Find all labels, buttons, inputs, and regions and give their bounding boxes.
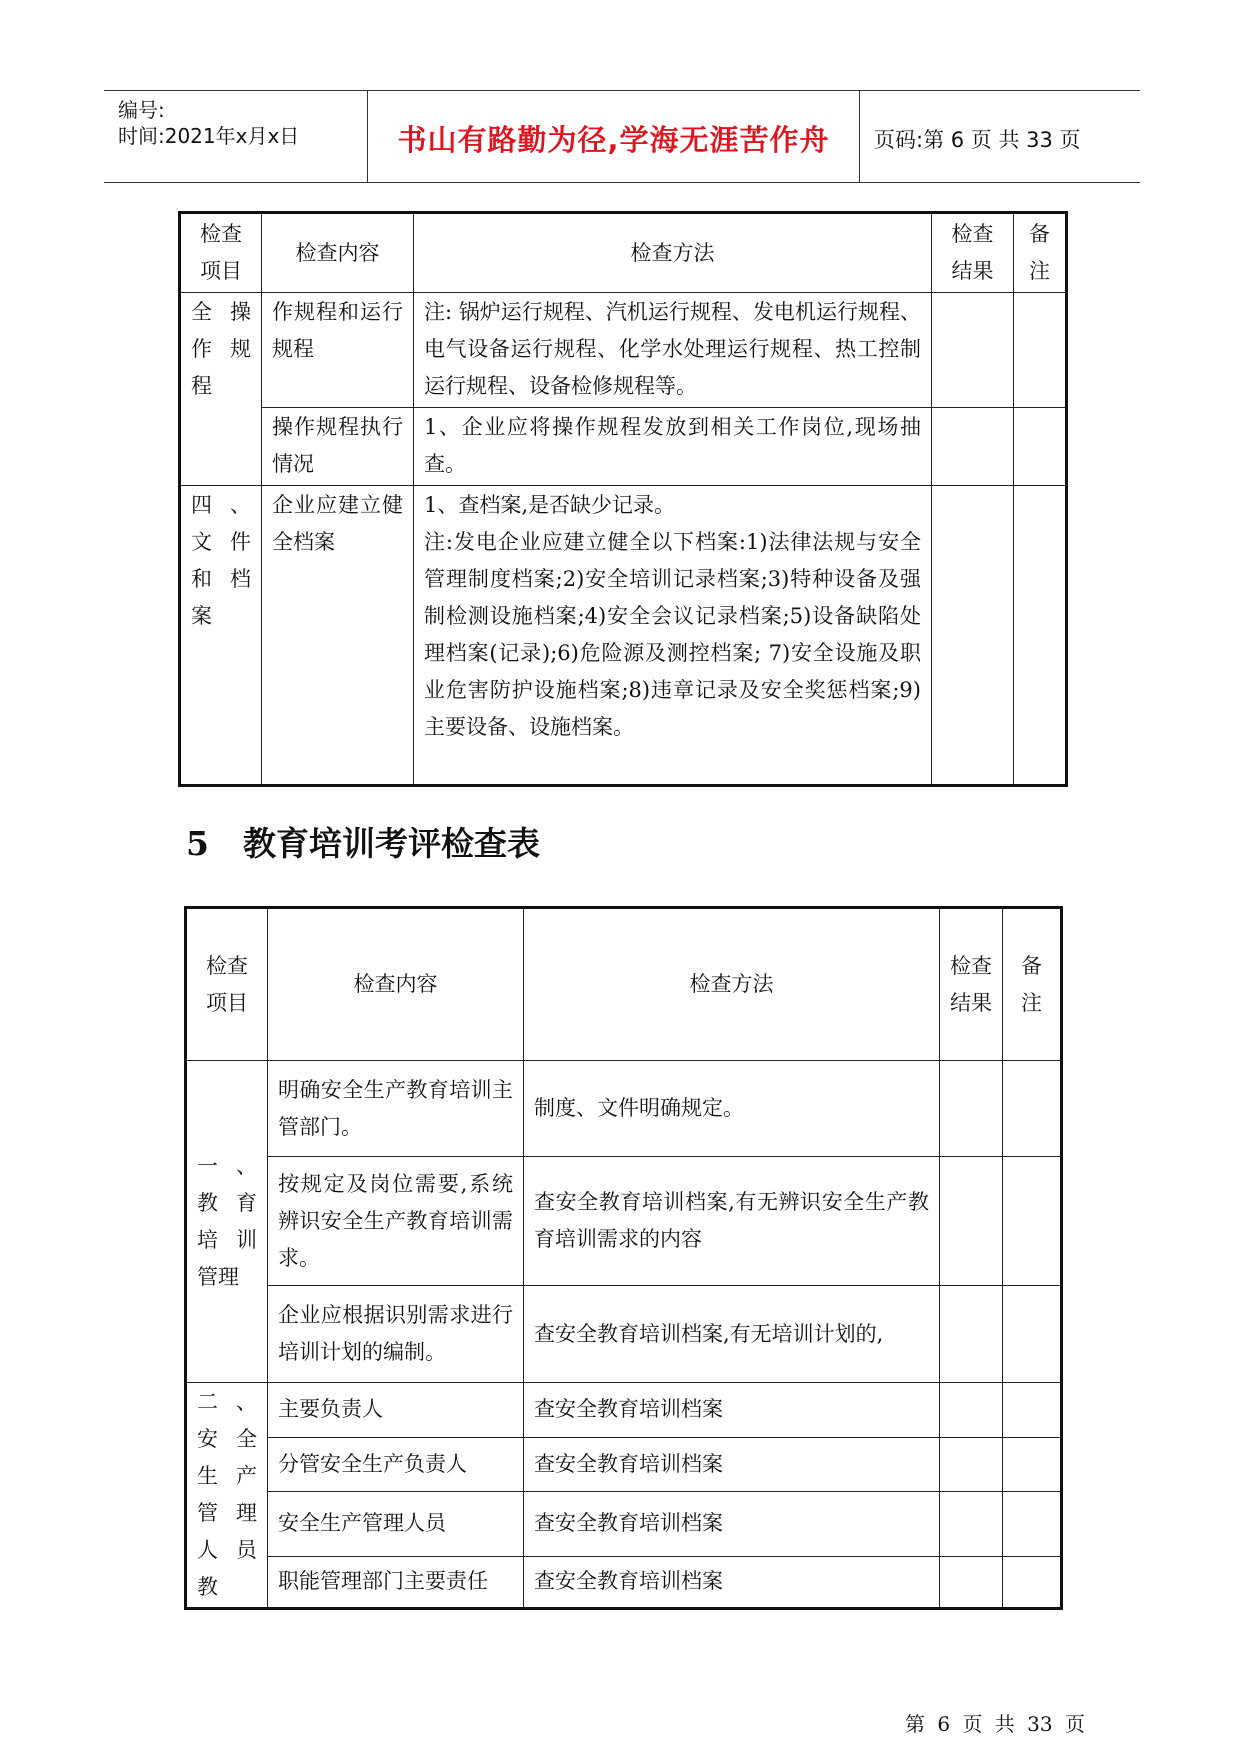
method-cell	[414, 486, 932, 786]
result-cell	[932, 408, 1014, 486]
table-row	[180, 293, 1067, 408]
header-note: 备注	[1014, 213, 1067, 293]
page-footer: 第 6 页 共 33 页	[905, 1712, 1085, 1736]
item-cell: 一、教育 培训 管理	[186, 1061, 268, 1383]
inspection-table-1	[178, 211, 1068, 787]
table-row	[186, 1492, 1062, 1557]
doc-number-label: 编号:	[118, 98, 165, 122]
result-cell	[940, 1061, 1003, 1157]
method-cell: 查安全教育培训档案	[524, 1556, 940, 1608]
page-header	[104, 90, 1140, 183]
content-cell: 职能管理部门主要责任	[268, 1556, 524, 1608]
result-cell	[940, 1157, 1003, 1286]
note-cell	[1003, 1556, 1062, 1608]
table-row	[186, 1437, 1062, 1492]
content-cell: 主要负责人	[268, 1383, 524, 1438]
method-cell: 查安全教育培训档案,有无辨识安全生产教育培训需求的内容	[524, 1157, 940, 1286]
content-cell: 安全生产管理人员	[268, 1492, 524, 1557]
method-cell: 制度、文件明确规定。	[524, 1061, 940, 1157]
table-row	[186, 1383, 1062, 1438]
method-line: 1、查档案,是否缺少记录。	[424, 493, 676, 517]
header-note: 备注	[1003, 908, 1062, 1061]
header-item: 检查项目	[186, 908, 268, 1061]
result-cell	[940, 1492, 1003, 1557]
header-item: 检查项目	[180, 213, 262, 293]
header-result: 检查结果	[940, 908, 1003, 1061]
table-header-row	[186, 908, 1062, 1061]
header-method: 检查方法	[524, 908, 940, 1061]
header-method: 检查方法	[414, 213, 932, 293]
header-meta	[104, 91, 368, 182]
table-row	[180, 408, 1067, 486]
note-cell	[1003, 1492, 1062, 1557]
header-result: 检查结果	[932, 213, 1014, 293]
content-cell: 企业应根据识别需求进行培训计划的编制。	[268, 1286, 524, 1383]
content-cell: 操作规程执行情况	[262, 408, 414, 486]
table-row	[186, 1157, 1062, 1286]
result-cell	[940, 1437, 1003, 1492]
result-cell	[940, 1286, 1003, 1383]
content-cell: 按规定及岗位需要,系统辨识安全生产教育培训需求。	[268, 1157, 524, 1286]
section-title	[186, 818, 540, 865]
method-cell: 查安全教育培训档案	[524, 1492, 940, 1557]
content-cell: 明确安全生产教育培训主管部门。	[268, 1061, 524, 1157]
method-line: 注:发电企业应建立健全以下档案:1)法律法规与安全管理制度档案;2)安全培训记录档案;3)特种设备及强制检测设施档案;4)安全会议记录档案;5)设备缺陷处理档案(记录);6)危险源及测控档案; 7)安全设施及职业危害防护设施档案;8)违章记录及安全奖惩档案;9)主要设备、设施档案。	[424, 530, 921, 739]
note-cell	[1014, 293, 1067, 408]
header-page-cell	[860, 91, 1140, 182]
note-cell	[1003, 1383, 1062, 1438]
note-cell	[1003, 1286, 1062, 1383]
content-cell: 企业应建立健全档案	[262, 486, 414, 786]
note-cell	[1003, 1061, 1062, 1157]
table-row	[186, 1286, 1062, 1383]
result-cell	[932, 293, 1014, 408]
note-cell	[1003, 1157, 1062, 1286]
table-row	[186, 1556, 1062, 1608]
content-cell: 分管安全生产负责人	[268, 1437, 524, 1492]
method-cell: 查安全教育培训档案	[524, 1437, 940, 1492]
note-cell	[1014, 408, 1067, 486]
table-row	[180, 486, 1067, 786]
result-cell	[932, 486, 1014, 786]
item-cell: 全 操作 规程	[180, 293, 262, 486]
header-content: 检查内容	[268, 908, 524, 1061]
result-cell	[940, 1383, 1003, 1438]
header-motto-cell	[368, 91, 860, 182]
header-page-info: 页码:第 6 页 共 33 页	[874, 127, 1081, 152]
table-row	[186, 1061, 1062, 1157]
item-cell: 四、文件 和档案	[180, 486, 262, 786]
section-number: 5	[186, 824, 209, 863]
section-title-text: 教育培训考评检查表	[242, 824, 540, 863]
inspection-table-2	[184, 906, 1063, 1610]
content-cell: 作规程和运行规程	[262, 293, 414, 408]
method-cell: 1、企业应将操作规程发放到相关工作岗位,现场抽查。	[414, 408, 932, 486]
item-cell: 二、安全 生产 管理 人员 教	[186, 1383, 268, 1609]
header-motto: 书山有路勤为径,学海无涯苦作舟	[397, 123, 830, 157]
method-cell: 查安全教育培训档案	[524, 1383, 940, 1438]
doc-time-label: 时间:2021年x月x日	[118, 124, 300, 148]
header-content: 检查内容	[262, 213, 414, 293]
method-cell: 查安全教育培训档案,有无培训计划的,	[524, 1286, 940, 1383]
table-header-row	[180, 213, 1067, 293]
note-cell	[1003, 1437, 1062, 1492]
note-cell	[1014, 486, 1067, 786]
method-cell: 注: 锅炉运行规程、汽机运行规程、发电机运行规程、电气设备运行规程、化学水处理运行规程、热工控制运行规程、设备检修规程等。	[414, 293, 932, 408]
result-cell	[940, 1556, 1003, 1608]
